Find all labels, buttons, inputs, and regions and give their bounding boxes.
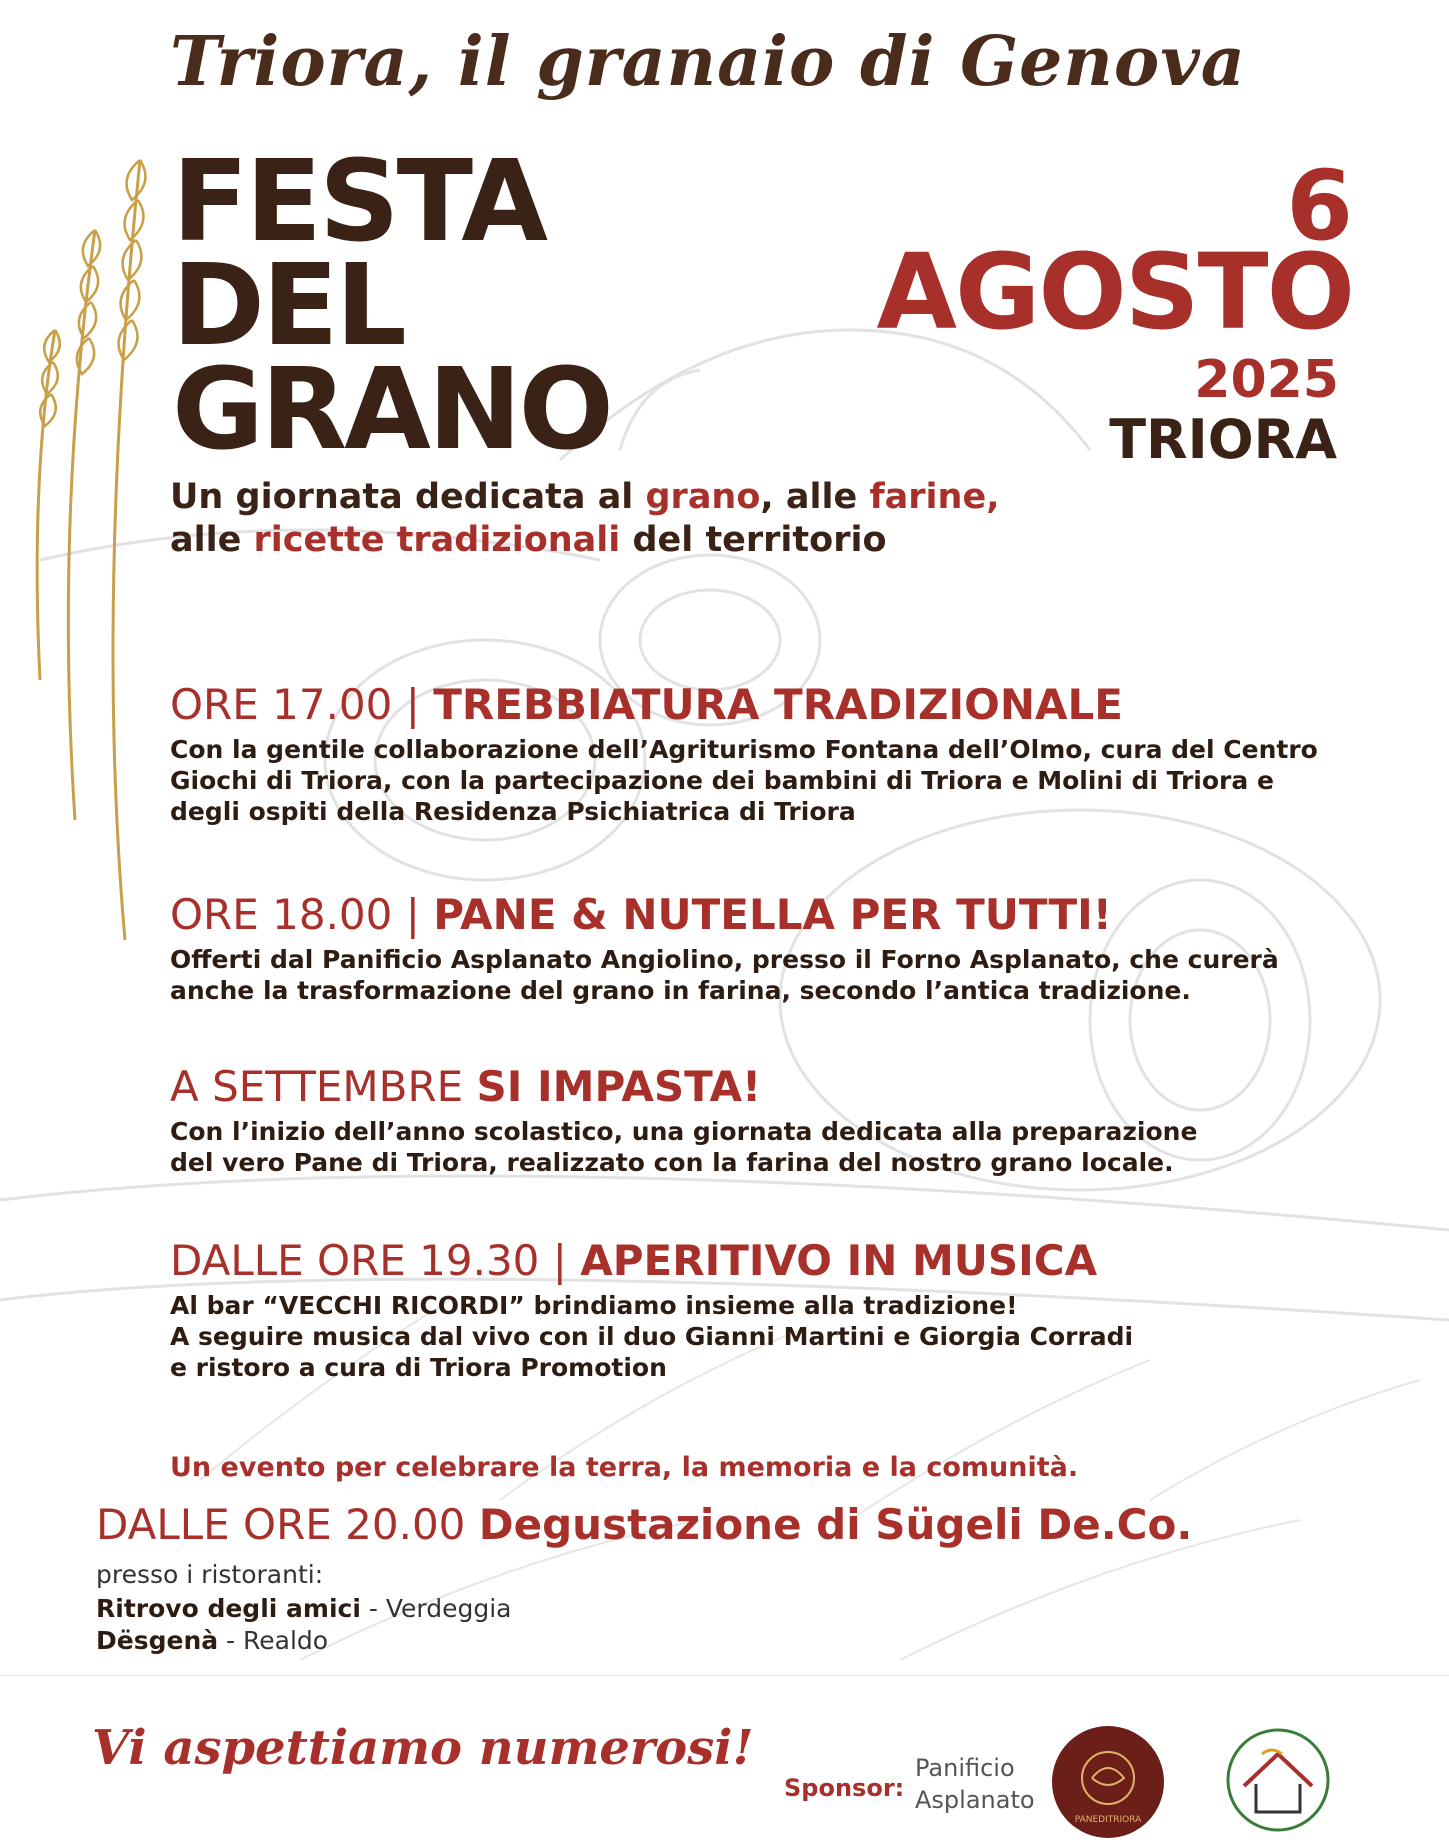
intro-highlight-ricette: ricette tradizionali (253, 520, 621, 560)
section-body-line: Al bar “VECCHI RICORDI” brindiamo insieme alla tradizione! (170, 1291, 1018, 1320)
sponsor-label: Sponsor: (784, 1774, 905, 1802)
house-logo-icon (1222, 1724, 1334, 1836)
intro-line-2 (170, 519, 1000, 562)
section-separator: | (405, 890, 420, 939)
intro-highlight-grano: grano (645, 477, 761, 517)
pane-di-triora-logo (1052, 1726, 1164, 1838)
section-body-line: Offerti dal Panificio Asplanato Angiolino, presso il Forno Asplanato, che curerà (170, 945, 1279, 974)
restaurant-item (96, 1626, 328, 1655)
intro-text-part: Un giornata dedicata al (170, 477, 646, 517)
section-body-line: degli ospiti della Residenza Psichiatrica di Triora (170, 797, 856, 826)
section-time: DALLE ORE 19.30 (170, 1236, 540, 1285)
sponsor-name (915, 1752, 1035, 1816)
section-title: APERITIVO IN MUSICA (580, 1236, 1098, 1285)
script-title: Triora, il granaio di Genova (170, 22, 1246, 102)
logo-text: PANEDITRIORA (1074, 1815, 1142, 1825)
intro-text-part: del territorio (620, 520, 887, 560)
section-body (170, 944, 1350, 1006)
restaurant-place: - Verdeggia (360, 1594, 512, 1623)
intro-text (170, 476, 1000, 562)
degustazione-time: DALLE ORE 20.00 (96, 1500, 466, 1549)
date-day: 6 (1286, 150, 1353, 262)
section-heading (170, 1062, 1350, 1112)
section-body (170, 734, 1350, 827)
section-body-line: A seguire musica dal vivo con il duo Gianni Martini e Giorgia Corradi (170, 1322, 1134, 1351)
closing-tagline: Un evento per celebrare la terra, la memoria e la comunità. (170, 1452, 1079, 1483)
sponsor-name-line: Asplanato (915, 1786, 1035, 1814)
event-section-pane-nutella (170, 890, 1350, 1006)
restaurant-name: Ritrovo degli amici (96, 1594, 361, 1623)
section-time: A SETTEMBRE (170, 1062, 464, 1111)
section-body-line: anche la trasformazione del grano in farina, secondo l’antica tradizione. (170, 976, 1191, 1005)
section-body-line: Con la gentile collaborazione dell’Agriturismo Fontana dell’Olmo, cura del Centro (170, 735, 1318, 764)
restaurant-name: Dësgenà (96, 1626, 219, 1655)
event-section-aperitivo (170, 1236, 1350, 1383)
section-separator: | (405, 680, 420, 729)
section-heading (170, 1236, 1350, 1286)
intro-text-part: alle (170, 520, 254, 560)
main-title-grano: GRANO (172, 345, 611, 475)
section-body-line: del vero Pane di Triora, realizzato con la farina del nostro grano locale. (170, 1148, 1174, 1177)
date-month: AGOSTO (876, 231, 1353, 353)
restaurant-place: - Realdo (218, 1626, 329, 1655)
degustazione-heading (96, 1500, 1192, 1549)
section-body-line: Giochi di Triora, con la partecipazione dei bambini di Triora e Molini di Triora e (170, 766, 1274, 795)
section-title: TREBBIATURA TRADIZIONALE (433, 680, 1123, 729)
section-title: PANE & NUTELLA PER TUTTI! (433, 890, 1112, 939)
promotion-house-logo (1222, 1724, 1334, 1836)
section-body (170, 1290, 1350, 1383)
section-body-line: Con l’inizio dell’anno scolastico, una giornata dedicata alla preparazione (170, 1117, 1198, 1146)
date-year: 2025 (1194, 350, 1339, 410)
date-place: TRIORA (1109, 408, 1337, 471)
intro-line-1 (170, 476, 1000, 519)
event-section-trebbiatura (170, 680, 1350, 827)
footer-script-message: Vi aspettiamo numerosi! (92, 1720, 754, 1776)
section-body (170, 1116, 1350, 1178)
intro-text-part: , alle (760, 477, 870, 517)
section-body-line: e ristoro a cura di Triora Promotion (170, 1353, 667, 1382)
degustazione-title: Degustazione di Sügeli De.Co. (478, 1500, 1193, 1549)
main-title-festa: FESTA (172, 137, 546, 267)
footer-divider (0, 1675, 1449, 1676)
section-time: ORE 17.00 (170, 680, 393, 729)
restaurants-label: presso i ristoranti: (96, 1560, 324, 1589)
section-time: ORE 18.00 (170, 890, 393, 939)
event-section-si-impasta (170, 1062, 1350, 1178)
section-separator: | (552, 1236, 567, 1285)
sponsor-name-line: Panificio (915, 1754, 1015, 1782)
intro-highlight-farine: farine, (869, 477, 1000, 517)
section-heading (170, 680, 1350, 730)
main-title-del: DEL (172, 241, 404, 371)
section-title: SI IMPASTA! (476, 1062, 762, 1111)
section-heading (170, 890, 1350, 940)
bread-logo-icon (1052, 1726, 1164, 1838)
restaurant-item (96, 1594, 511, 1623)
